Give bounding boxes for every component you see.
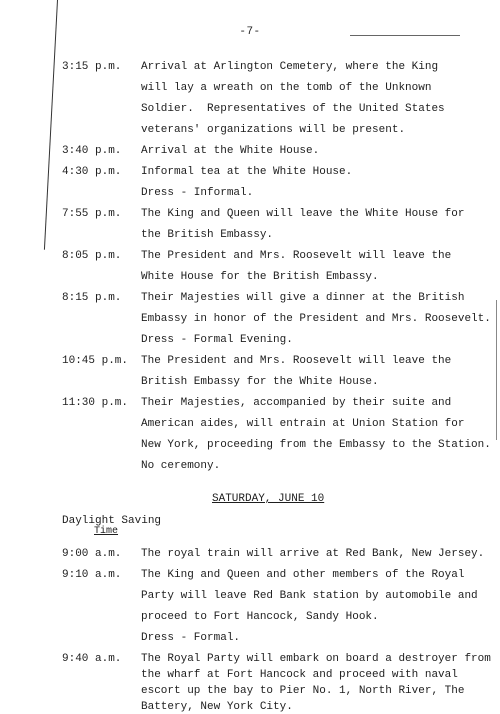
page-edge-mark (496, 300, 497, 440)
entry-text: Informal tea at the White House. (141, 166, 353, 178)
entry-text: Party will leave Red Bank station by automobile and (141, 590, 478, 602)
entry-text: Arrival at the White House. (141, 145, 320, 157)
entry-text: No ceremony. (141, 460, 221, 472)
entry-time: 10:45 p.m. (62, 355, 129, 367)
entry-text: Soldier. Representatives of the United States (141, 103, 445, 115)
entry-time: 9:10 a.m. (62, 569, 122, 581)
entry-text: The President and Mrs. Roosevelt will leave the (141, 355, 452, 367)
entry-time: 11:30 p.m. (62, 397, 129, 409)
time-note-sub: Time (94, 526, 119, 537)
entry-text: veterans' organizations will be present. (141, 124, 406, 136)
entry-time: 8:15 p.m. (62, 292, 122, 304)
entry-text: British Embassy for the White House. (141, 376, 379, 388)
entry-text: proceed to Fort Hancock, Sandy Hook. (141, 611, 379, 623)
entry-text: The King and Queen will leave the White House for (141, 208, 465, 220)
entry-text: The Royal Party will embark on board a destroyer from (141, 653, 491, 665)
entry-time: 9:00 a.m. (62, 548, 122, 560)
entry-text: Their Majesties will give a dinner at the British (141, 292, 465, 304)
entry-text: Their Majesties, accompanied by their suite and (141, 397, 452, 409)
entry-text: Dress - Formal Evening. (141, 334, 293, 346)
entry-text: White House for the British Embassy. (141, 271, 379, 283)
section-heading: SATURDAY, JUNE 10 (212, 493, 325, 505)
entry-time: 3:40 p.m. (62, 145, 122, 157)
page-number: -7- (239, 26, 261, 38)
entry-text: The royal train will arrive at Red Bank, New Jersey. (141, 548, 485, 560)
entry-text: will lay a wreath on the tomb of the Unknown (141, 82, 432, 94)
entry-text: Dress - Informal. (141, 187, 254, 199)
entry-time: 7:55 p.m. (62, 208, 122, 220)
entry-time: 9:40 a.m. (62, 653, 122, 665)
entry-text: The King and Queen and other members of the Royal (141, 569, 465, 581)
entry-text: the British Embassy. (141, 229, 274, 241)
entry-text: Dress - Formal. (141, 632, 241, 644)
entry-text: New York, proceeding from the Embassy to the Station. (141, 439, 491, 451)
entry-time: 3:15 p.m. (62, 61, 122, 73)
entry-text: Arrival at Arlington Cemetery, where the King (141, 61, 439, 73)
entry-text: Embassy in honor of the President and Mrs. Roosevelt. (141, 313, 491, 325)
entry-time: 8:05 p.m. (62, 250, 122, 262)
entry-text: American aides, will entrain at Union Station for (141, 418, 465, 430)
time-note: Daylight Saving (62, 515, 162, 527)
entry-text: The President and Mrs. Roosevelt will leave the (141, 250, 452, 262)
entry-text: escort up the bay to Pier No. 1, North River, The (141, 685, 465, 697)
entry-text: the wharf at Fort Hancock and proceed with naval (141, 669, 458, 681)
entry-text: Battery, New York City. (141, 701, 293, 713)
entry-time: 4:30 p.m. (62, 166, 122, 178)
